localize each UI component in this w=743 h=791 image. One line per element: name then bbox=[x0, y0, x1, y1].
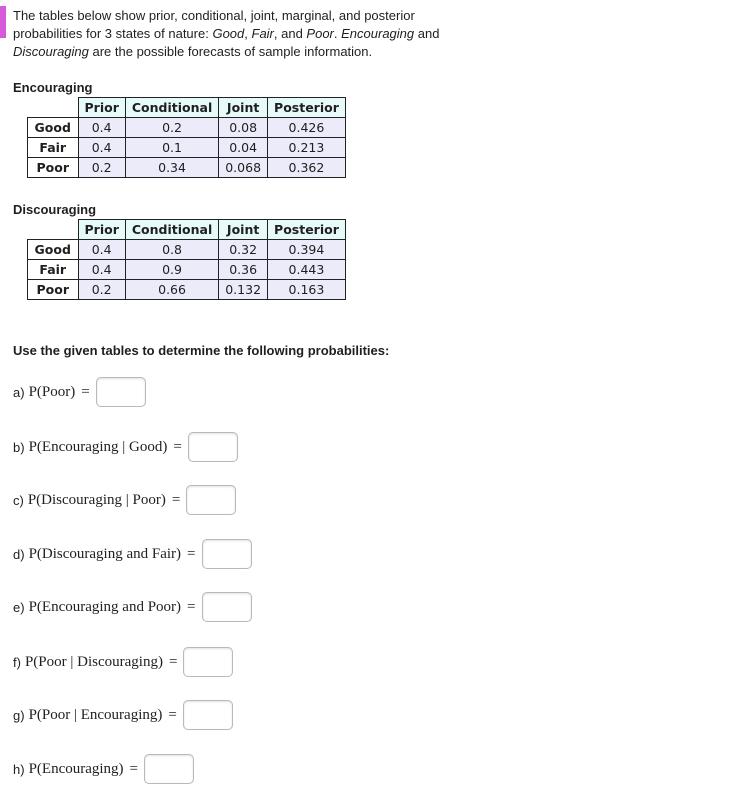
answer-input-g[interactable] bbox=[183, 700, 233, 730]
table-cell: 0.4 bbox=[78, 260, 125, 280]
question-g bbox=[13, 700, 233, 730]
state-good: Good bbox=[212, 26, 245, 41]
col-header-prior: Prior bbox=[78, 220, 125, 240]
table-cell: 0.213 bbox=[268, 138, 346, 158]
question-f bbox=[13, 647, 233, 677]
equals-sign: = bbox=[187, 545, 196, 562]
answer-input-c[interactable] bbox=[186, 485, 236, 515]
table-row bbox=[28, 260, 346, 280]
answer-input-f[interactable] bbox=[183, 647, 233, 677]
intro-sep1: , bbox=[244, 26, 252, 41]
table-cell: 0.36 bbox=[219, 260, 268, 280]
question-letter: g) bbox=[13, 707, 25, 723]
row-header-good: Good bbox=[28, 118, 79, 138]
instruction-text: Use the given tables to determine the following probabilities: bbox=[13, 343, 390, 358]
table-row bbox=[28, 158, 346, 178]
question-expression: P(Encouraging) bbox=[28, 760, 124, 777]
intro-text bbox=[13, 7, 713, 61]
intro-sep3: . bbox=[333, 26, 342, 41]
col-header-posterior: Posterior bbox=[268, 220, 346, 240]
table-cell: 0.08 bbox=[219, 118, 268, 138]
question-b bbox=[13, 432, 238, 462]
intro-line3: are the possible forecasts of sample information. bbox=[88, 44, 373, 59]
row-header-good: Good bbox=[28, 240, 79, 260]
table-cell: 0.2 bbox=[78, 280, 125, 300]
equals-sign: = bbox=[129, 760, 139, 777]
intro-sep2: , and bbox=[273, 26, 307, 41]
table-header-row bbox=[28, 98, 346, 118]
equals-sign: = bbox=[81, 383, 90, 400]
question-c bbox=[13, 485, 236, 515]
table-cell: 0.9 bbox=[125, 260, 218, 280]
question-letter: d) bbox=[13, 546, 25, 562]
table-cell: 0.2 bbox=[78, 158, 125, 178]
table-cell: 0.4 bbox=[78, 240, 125, 260]
state-poor: Poor bbox=[306, 26, 334, 41]
table-cell: 0.163 bbox=[268, 280, 346, 300]
question-expression: P(Discouraging | Poor) bbox=[27, 491, 166, 508]
question-expression: P(Discouraging and Fair) bbox=[28, 545, 182, 562]
question-expression: P(Poor | Encouraging) bbox=[28, 706, 163, 723]
answer-input-a[interactable] bbox=[96, 377, 146, 407]
table-row bbox=[28, 118, 346, 138]
encouraging-table bbox=[27, 97, 346, 178]
equals-sign: = bbox=[187, 598, 196, 615]
intro-and: and bbox=[414, 26, 440, 41]
state-fair: Fair bbox=[251, 26, 274, 41]
question-e bbox=[13, 592, 252, 622]
col-header-prior: Prior bbox=[78, 98, 125, 118]
table-title-discouraging: Discouraging bbox=[13, 202, 97, 217]
equals-sign: = bbox=[171, 491, 181, 508]
table-corner bbox=[28, 98, 79, 118]
table-cell: 0.362 bbox=[268, 158, 346, 178]
table-cell: 0.4 bbox=[78, 138, 125, 158]
question-letter: c) bbox=[13, 492, 24, 508]
question-d bbox=[13, 539, 252, 569]
accent-bar bbox=[0, 6, 6, 38]
table-cell: 0.426 bbox=[268, 118, 346, 138]
table-cell: 0.32 bbox=[219, 240, 268, 260]
intro-line2: probabilities for 3 states of nature: bbox=[13, 26, 213, 41]
table-title-encouraging: Encouraging bbox=[13, 80, 93, 95]
equals-sign: = bbox=[168, 653, 178, 670]
table-cell: 0.4 bbox=[78, 118, 125, 138]
equals-sign: = bbox=[173, 438, 182, 455]
col-header-joint: Joint bbox=[219, 220, 268, 240]
col-header-conditional: Conditional bbox=[125, 98, 218, 118]
question-letter: b) bbox=[13, 439, 25, 455]
equals-sign: = bbox=[168, 706, 177, 723]
table-cell: 0.1 bbox=[125, 138, 218, 158]
table-header-row bbox=[28, 220, 346, 240]
answer-input-d[interactable] bbox=[202, 539, 252, 569]
question-expression: P(Encouraging | Good) bbox=[28, 438, 168, 455]
intro-line1: The tables below show prior, conditional, joint, marginal, and posterior bbox=[13, 8, 415, 23]
table-cell: 0.443 bbox=[268, 260, 346, 280]
table-cell: 0.068 bbox=[219, 158, 268, 178]
forecast-discouraging: Discouraging bbox=[13, 44, 89, 59]
table-cell: 0.04 bbox=[219, 138, 268, 158]
row-header-fair: Fair bbox=[28, 138, 79, 158]
answer-input-h[interactable] bbox=[144, 754, 194, 784]
table-corner bbox=[28, 220, 79, 240]
table-row bbox=[28, 240, 346, 260]
question-a bbox=[13, 377, 146, 407]
table-cell: 0.2 bbox=[125, 118, 218, 138]
table-cell: 0.66 bbox=[125, 280, 218, 300]
answer-input-e[interactable] bbox=[202, 592, 252, 622]
row-header-poor: Poor bbox=[28, 280, 79, 300]
row-header-fair: Fair bbox=[28, 260, 79, 280]
table-cell: 0.132 bbox=[219, 280, 268, 300]
question-letter: h) bbox=[13, 761, 25, 777]
col-header-conditional: Conditional bbox=[125, 220, 218, 240]
col-header-joint: Joint bbox=[219, 98, 268, 118]
question-expression: P(Poor) bbox=[28, 383, 76, 400]
question-expression: P(Poor | Discouraging) bbox=[24, 653, 163, 670]
row-header-poor: Poor bbox=[28, 158, 79, 178]
answer-input-b[interactable] bbox=[188, 432, 238, 462]
discouraging-table bbox=[27, 219, 346, 300]
table-cell: 0.34 bbox=[125, 158, 218, 178]
table-row bbox=[28, 138, 346, 158]
question-expression: P(Encouraging and Poor) bbox=[28, 598, 182, 615]
table-cell: 0.394 bbox=[268, 240, 346, 260]
question-letter: a) bbox=[13, 384, 25, 400]
question-letter: e) bbox=[13, 599, 25, 615]
col-header-posterior: Posterior bbox=[268, 98, 346, 118]
question-letter: f) bbox=[13, 654, 21, 670]
question-h bbox=[13, 754, 194, 784]
forecast-encouraging: Encouraging bbox=[341, 26, 415, 41]
table-cell: 0.8 bbox=[125, 240, 218, 260]
table-row bbox=[28, 280, 346, 300]
